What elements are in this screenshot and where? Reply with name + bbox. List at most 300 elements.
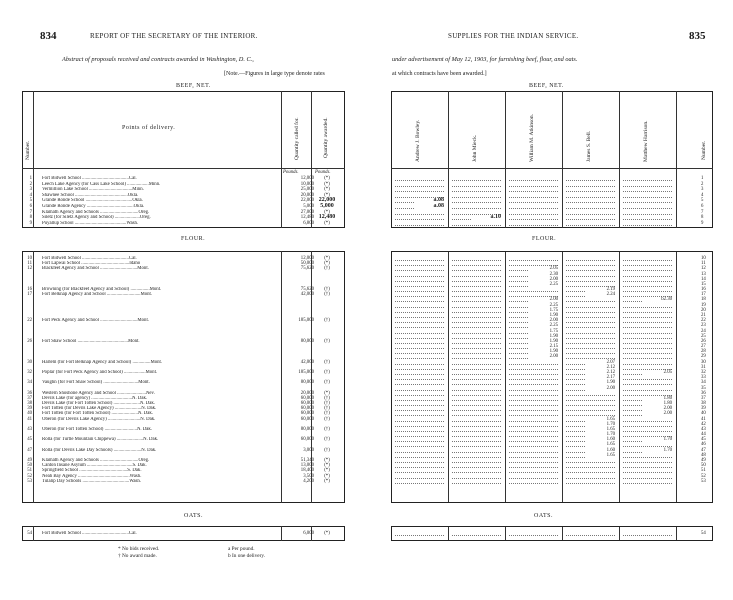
dot-leader bbox=[509, 421, 558, 422]
dot-leader bbox=[452, 405, 501, 406]
row-number-right: 42 bbox=[701, 421, 706, 427]
row-number: 49 bbox=[27, 458, 32, 464]
dot-leader bbox=[395, 301, 444, 302]
dot-leader bbox=[395, 390, 444, 391]
dot-leader bbox=[509, 415, 558, 416]
dot-leader bbox=[509, 478, 558, 479]
row-number-right: 51 bbox=[701, 468, 706, 474]
point-of-delivery: Klamath Agency and Schools ................................Oreg. bbox=[42, 458, 150, 464]
row-number-right: 45 bbox=[701, 437, 706, 443]
bid-rate: 1.90 bbox=[528, 313, 558, 318]
dot-leader bbox=[395, 472, 444, 473]
dot-leader bbox=[623, 379, 672, 380]
quantity-awarded: (*) bbox=[324, 187, 330, 193]
bid-rate: 1.90 bbox=[528, 334, 558, 339]
quantity-called: 3,000 bbox=[303, 447, 314, 453]
dot-leader bbox=[623, 327, 672, 328]
row-number-right: 23 bbox=[701, 323, 706, 329]
row-number: 2 bbox=[29, 181, 32, 187]
dot-leader bbox=[623, 343, 672, 344]
dot-leader bbox=[566, 265, 615, 266]
dot-leader bbox=[452, 317, 501, 318]
bid-rate: 1.65 bbox=[585, 442, 615, 447]
dot-leader bbox=[395, 348, 444, 349]
number-header-right: Number. bbox=[701, 140, 707, 160]
row-number-right: 35 bbox=[701, 385, 706, 391]
point-of-delivery: Fort Bidwell School .......................................Cal. bbox=[42, 531, 137, 536]
row-number-right: 21 bbox=[701, 312, 706, 318]
quantity-called: 60,000 bbox=[300, 395, 314, 401]
bid-rate: a.08 bbox=[414, 198, 444, 203]
dot-leader bbox=[509, 180, 558, 181]
row-number-right: 3 bbox=[701, 187, 704, 193]
bid-rate: 2.05 bbox=[642, 370, 672, 375]
quantity-called: 75,620 bbox=[300, 266, 314, 272]
dot-leader bbox=[452, 265, 501, 266]
dot-leader bbox=[509, 446, 558, 447]
quantity-called: 60,000 bbox=[300, 406, 314, 412]
flour-row bbox=[22, 437, 345, 442]
dot-leader bbox=[452, 260, 501, 261]
row-number: 30 bbox=[27, 359, 32, 365]
dot-leader bbox=[452, 202, 501, 203]
dot-leader bbox=[623, 322, 672, 323]
dot-leader bbox=[452, 186, 501, 187]
point-of-delivery: Western Shoshone Agency and School ........................Nev. bbox=[42, 390, 155, 396]
quantity-called: 50,000 bbox=[300, 261, 314, 267]
dot-leader bbox=[395, 535, 444, 536]
dot-leader bbox=[395, 225, 444, 226]
point-of-delivery: Leech Lake Agency (for Cass Lake School) ..................Minn. bbox=[42, 181, 161, 187]
quantity-awarded: (*) bbox=[324, 176, 330, 181]
dot-leader bbox=[623, 338, 672, 339]
dot-leader bbox=[395, 291, 444, 292]
quantity-called: 22,000 bbox=[300, 198, 314, 204]
row-number-right: 14 bbox=[701, 276, 706, 282]
flour-row bbox=[22, 318, 345, 323]
dot-leader bbox=[452, 348, 501, 349]
point-of-delivery: Blackfeet Agency and School ...............................Mont. bbox=[42, 266, 149, 272]
quantity-awarded: (*) bbox=[324, 261, 330, 267]
row-number: 16 bbox=[27, 287, 32, 293]
dot-leader bbox=[623, 358, 672, 359]
dot-leader bbox=[452, 467, 501, 468]
dot-leader bbox=[452, 276, 501, 277]
row-number: 9 bbox=[29, 220, 32, 226]
dot-leader bbox=[452, 208, 501, 209]
dot-leader bbox=[395, 353, 444, 354]
dot-leader bbox=[509, 202, 558, 203]
point-of-delivery: Grande Ronde Agency .......................................Okla. bbox=[42, 204, 145, 209]
bid-rate: a.08 bbox=[414, 204, 444, 209]
flour-label-left: FLOUR. bbox=[181, 236, 206, 242]
quantity-awarded: (†) bbox=[324, 359, 330, 365]
dot-leader bbox=[452, 301, 501, 302]
footnote-one-delivery: b In one delivery. bbox=[228, 553, 266, 559]
dot-leader bbox=[566, 208, 615, 209]
dot-leader bbox=[395, 457, 444, 458]
dot-leader bbox=[395, 421, 444, 422]
dot-leader bbox=[623, 291, 672, 292]
dot-leader bbox=[623, 180, 672, 181]
row-number: 38 bbox=[27, 401, 32, 407]
row-number-right: 44 bbox=[701, 432, 706, 438]
dot-leader bbox=[509, 225, 558, 226]
row-number-right: 22 bbox=[701, 318, 706, 324]
dot-leader bbox=[452, 296, 501, 297]
quantity-awarded: (†) bbox=[324, 411, 330, 417]
dot-leader bbox=[566, 410, 615, 411]
row-number-right: 43 bbox=[701, 426, 706, 432]
dot-leader bbox=[395, 483, 444, 484]
point-of-delivery: Fort Shaw School ..........................................Mont. bbox=[42, 338, 140, 344]
flour-row bbox=[22, 360, 345, 365]
row-number: 8 bbox=[29, 215, 32, 221]
quantity-awarded: 22,000 bbox=[318, 197, 336, 204]
dot-leader bbox=[395, 317, 444, 318]
dot-leader bbox=[509, 410, 558, 411]
row-number-right: 6 bbox=[701, 204, 704, 209]
point-of-delivery: Fort Bidwell School .......................................Cal. bbox=[42, 176, 137, 181]
quantity-awarded: (*) bbox=[324, 256, 330, 261]
bid-rate: 2.25 bbox=[528, 282, 558, 287]
dot-leader bbox=[452, 478, 501, 479]
dot-leader bbox=[395, 431, 444, 432]
quantity-awarded: (*) bbox=[324, 209, 330, 215]
point-of-delivery: Browning (for Blackfeet Agency and School) ................Mont. bbox=[42, 287, 162, 293]
row-number: 26 bbox=[27, 338, 32, 344]
point-of-delivery: Fort Totten (for Devils Lake Agency) ......................N. Dak. bbox=[42, 406, 157, 412]
bid-rate: 1.80 bbox=[642, 401, 672, 406]
quantity-called: 51,340 bbox=[300, 458, 314, 464]
dot-leader bbox=[623, 186, 672, 187]
quantity-called: 5,000 bbox=[303, 204, 314, 209]
dot-leader bbox=[509, 452, 558, 453]
dot-leader bbox=[623, 276, 672, 277]
quantity-called: 185,000 bbox=[298, 369, 314, 375]
quantity-called: 60,000 bbox=[300, 416, 314, 422]
dot-leader bbox=[395, 452, 444, 453]
dot-leader bbox=[395, 327, 444, 328]
row-number-right: 37 bbox=[701, 395, 706, 401]
oats-label-left: OATS. bbox=[184, 513, 204, 519]
bid-rate: 1.80 bbox=[642, 396, 672, 401]
row-number: 7 bbox=[29, 209, 32, 215]
row-number-right: 39 bbox=[701, 406, 706, 412]
dot-leader bbox=[452, 197, 501, 198]
dot-leader bbox=[566, 197, 615, 198]
row-number-right: 26 bbox=[701, 338, 706, 344]
row-number: 34 bbox=[27, 380, 32, 386]
bid-rate: 2.12 bbox=[585, 365, 615, 370]
bid-rate: b2.30 bbox=[642, 297, 672, 302]
dot-leader bbox=[395, 214, 444, 215]
dot-leader bbox=[395, 338, 444, 339]
quantity-awarded: 5,000 bbox=[320, 203, 334, 209]
bid-rate: 1.75 bbox=[528, 308, 558, 313]
point-of-delivery: Fort Lapwai School ........................................Idaho bbox=[42, 261, 141, 267]
dot-leader bbox=[395, 410, 444, 411]
row-number: 50 bbox=[27, 463, 32, 469]
bid-rate: 2.19 bbox=[585, 287, 615, 292]
row-number: 17 bbox=[27, 292, 32, 298]
row-number: 45 bbox=[27, 437, 32, 443]
dot-leader bbox=[623, 208, 672, 209]
dot-leader bbox=[509, 384, 558, 385]
column-rule bbox=[505, 91, 506, 228]
row-number-right: 47 bbox=[701, 447, 706, 453]
quantity-awarded: (†) bbox=[324, 292, 330, 298]
beef-label-left: BEEF, NET. bbox=[176, 83, 211, 89]
dot-leader bbox=[395, 364, 444, 365]
bid-rate: 1.70 bbox=[585, 432, 615, 437]
quantity-called: 20,000 bbox=[300, 390, 314, 396]
bid-rate: 1.65 bbox=[585, 453, 615, 458]
row-number-right: 15 bbox=[701, 281, 706, 287]
point-of-delivery: Neah Bay Agency ...........................................Wash. bbox=[42, 473, 142, 479]
row-number: 51 bbox=[27, 468, 32, 474]
bid-rate: 1.70 bbox=[585, 422, 615, 427]
bidder-name: James S. Bell. bbox=[586, 130, 592, 162]
beef-row bbox=[22, 176, 345, 181]
dot-leader bbox=[623, 384, 672, 385]
row-number-right: 20 bbox=[701, 307, 706, 313]
dot-leader bbox=[395, 322, 444, 323]
dot-leader bbox=[395, 333, 444, 334]
dot-leader bbox=[509, 426, 558, 427]
dot-leader bbox=[395, 281, 444, 282]
point-of-delivery: Vaughn (for Fort Shaw School) .............................Mont. bbox=[42, 380, 150, 386]
flour-row bbox=[22, 479, 345, 484]
row-number: 32 bbox=[27, 369, 32, 375]
dot-leader bbox=[452, 312, 501, 313]
row-number-right: 54 bbox=[701, 531, 706, 536]
beef-row bbox=[22, 182, 345, 187]
footnote-no-award: † No award made. bbox=[118, 553, 157, 559]
dot-leader bbox=[452, 457, 501, 458]
quantity-called: 60,000 bbox=[300, 437, 314, 443]
dot-leader bbox=[623, 348, 672, 349]
point-of-delivery: Grande Ronde School .......................................Okla. bbox=[42, 198, 143, 204]
dot-leader bbox=[623, 390, 672, 391]
dot-leader bbox=[566, 353, 615, 354]
subtitle-left: Abstract of proposals received and contracts awarded in Washington, D. C., bbox=[62, 56, 254, 63]
bid-rate: 1.60 bbox=[585, 448, 615, 453]
dot-leader bbox=[452, 291, 501, 292]
dot-leader bbox=[395, 436, 444, 437]
row-number: 41 bbox=[27, 416, 32, 422]
row-number-right: 5 bbox=[701, 198, 704, 204]
quantity-awarded: (*) bbox=[324, 478, 330, 484]
units-quantity: Pounds. bbox=[283, 170, 299, 175]
dot-leader bbox=[623, 421, 672, 422]
dot-leader bbox=[509, 395, 558, 396]
dot-leader bbox=[395, 191, 444, 192]
dot-leader bbox=[623, 317, 672, 318]
point-of-delivery: Oberon (for Devils Lake Agency) ...........................N. Dak. bbox=[42, 416, 156, 422]
footnote-per-pound: a Per pound. bbox=[228, 546, 255, 552]
dot-leader bbox=[623, 467, 672, 468]
dot-leader bbox=[395, 358, 444, 359]
column-header-awarded: Quantity awarded. bbox=[323, 117, 329, 158]
dot-leader bbox=[566, 281, 615, 282]
dot-leader bbox=[623, 265, 672, 266]
dot-leader bbox=[395, 400, 444, 401]
dot-leader bbox=[566, 260, 615, 261]
quantity-called: 10,000 bbox=[300, 181, 314, 187]
footnote-no-bids: * No bids received. bbox=[118, 546, 160, 552]
dot-leader bbox=[395, 186, 444, 187]
quantity-called: 12,000 bbox=[300, 256, 314, 261]
quantity-called: 6,800 bbox=[303, 220, 314, 226]
dot-leader bbox=[566, 472, 615, 473]
dot-leader bbox=[566, 467, 615, 468]
dot-leader bbox=[452, 462, 501, 463]
dot-leader bbox=[509, 260, 558, 261]
beef-row bbox=[22, 193, 345, 198]
dot-leader bbox=[452, 322, 501, 323]
dot-leader bbox=[623, 307, 672, 308]
row-number-right: 41 bbox=[701, 416, 706, 422]
row-number-right: 17 bbox=[701, 292, 706, 298]
dot-leader bbox=[452, 369, 501, 370]
quantity-awarded: (*) bbox=[324, 181, 330, 187]
point-of-delivery: Fort Peck Agency and School ...............................Mont. bbox=[42, 318, 149, 324]
point-of-delivery: Tulalip Day Schools .......................................Wash. bbox=[42, 478, 141, 484]
dot-leader bbox=[509, 405, 558, 406]
dot-leader bbox=[566, 338, 615, 339]
quantity-called: 3,500 bbox=[303, 473, 314, 479]
quantity-awarded: (†) bbox=[324, 369, 330, 375]
row-number-right: 52 bbox=[701, 473, 706, 479]
row-number: 22 bbox=[27, 318, 32, 324]
dot-leader bbox=[395, 276, 444, 277]
dot-leader bbox=[509, 483, 558, 484]
point-of-delivery: Devils Lake (for agency) ..................................N. Dak. bbox=[42, 395, 148, 401]
row-number-right: 31 bbox=[701, 364, 706, 370]
dot-leader bbox=[395, 312, 444, 313]
quantity-called: 12,000 bbox=[300, 176, 314, 181]
point-of-delivery: Fort Totten (for Fort Totten School) ......................N. Dak. bbox=[42, 411, 153, 417]
quantity-called: 80,000 bbox=[300, 380, 314, 386]
dot-leader bbox=[509, 436, 558, 437]
dot-leader bbox=[623, 312, 672, 313]
bid-rate: 2.12 bbox=[585, 370, 615, 375]
dot-leader bbox=[566, 478, 615, 479]
dot-leader bbox=[395, 384, 444, 385]
dot-leader bbox=[509, 390, 558, 391]
bid-rate: a.10 bbox=[471, 215, 501, 220]
quantity-called: 185,000 bbox=[298, 318, 314, 324]
dot-leader bbox=[452, 483, 501, 484]
bidder-name: William M. Atkinson. bbox=[529, 113, 535, 162]
row-number-right: 9 bbox=[701, 220, 704, 226]
quantity-awarded: (†) bbox=[324, 318, 330, 324]
dot-leader bbox=[566, 327, 615, 328]
dot-leader bbox=[395, 219, 444, 220]
dot-leader bbox=[395, 415, 444, 416]
row-number-right: 32 bbox=[701, 369, 706, 375]
beef-label-right: BEEF, NET. bbox=[529, 83, 564, 89]
note-right: at which contracts have been awarded.] bbox=[392, 71, 487, 77]
quantity-awarded: (*) bbox=[324, 192, 330, 198]
flour-row bbox=[22, 448, 345, 453]
row-number-right: 24 bbox=[701, 328, 706, 334]
row-number-right: 46 bbox=[701, 442, 706, 448]
quantity-awarded: (†) bbox=[324, 266, 330, 272]
running-head-right: SUPPLIES FOR THE INDIAN SERVICE. bbox=[448, 32, 579, 40]
point-of-delivery: Oberon (for Fort Totten School) ...........................N. Dak. bbox=[42, 426, 153, 432]
dot-leader bbox=[566, 225, 615, 226]
beef-row bbox=[22, 187, 345, 192]
bid-rate: 2.00 bbox=[528, 297, 558, 302]
dot-leader bbox=[452, 338, 501, 339]
dot-leader bbox=[566, 180, 615, 181]
row-number: 37 bbox=[27, 395, 32, 401]
flour-row bbox=[22, 339, 345, 344]
row-number-right: 4 bbox=[701, 192, 704, 198]
bid-rate: 2.00 bbox=[528, 277, 558, 282]
dot-leader bbox=[395, 270, 444, 271]
point-of-delivery: Siletz (for Siletz Agency and School) .....................Oreg. bbox=[42, 215, 151, 221]
dot-leader bbox=[452, 410, 501, 411]
dot-leader bbox=[566, 483, 615, 484]
row-number-right: 25 bbox=[701, 333, 706, 339]
point-of-delivery: Puyallup School ...........................................Wash. bbox=[42, 220, 139, 226]
dot-leader bbox=[395, 343, 444, 344]
dot-leader bbox=[395, 296, 444, 297]
row-number: 53 bbox=[27, 478, 32, 484]
row-number-right: 18 bbox=[701, 297, 706, 303]
row-number-right: 11 bbox=[701, 261, 706, 267]
row-number: 39 bbox=[27, 406, 32, 412]
flour-row bbox=[22, 292, 345, 297]
dot-leader bbox=[452, 395, 501, 396]
beef-row bbox=[22, 221, 345, 226]
row-number-right: 40 bbox=[701, 411, 706, 417]
column-header-quantity: Quantity called for. bbox=[294, 117, 300, 160]
point-of-delivery: Shawnee School ............................................Okla. bbox=[42, 192, 139, 198]
dot-leader bbox=[395, 405, 444, 406]
quantity-awarded: (†) bbox=[324, 447, 330, 453]
point-of-delivery: Rolla (for Devils Lake Day Schools) .......................N. Dak. bbox=[42, 447, 157, 453]
dot-leader bbox=[509, 379, 558, 380]
point-of-delivery: Springfield School ........................................S. Dak. bbox=[42, 468, 142, 474]
bid-rate: 1.60 bbox=[585, 437, 615, 442]
row-number-right: 7 bbox=[701, 209, 704, 215]
row-number: 6 bbox=[29, 204, 32, 209]
dot-leader bbox=[623, 202, 672, 203]
bid-rate: 1.90 bbox=[585, 380, 615, 385]
dot-leader bbox=[509, 369, 558, 370]
quantity-called: 60,000 bbox=[300, 401, 314, 407]
bid-rate: 2.00 bbox=[528, 354, 558, 359]
subtitle-right: under advertisement of May 12, 1903, for furnishing beef, flour, and oats. bbox=[392, 56, 578, 63]
quantity-awarded: (†) bbox=[324, 287, 330, 293]
dot-leader bbox=[623, 483, 672, 484]
dot-leader bbox=[623, 478, 672, 479]
flour-row bbox=[22, 380, 345, 385]
left-page bbox=[0, 0, 366, 600]
bid-rate: 2.25 bbox=[528, 323, 558, 328]
dot-leader bbox=[566, 219, 615, 220]
quantity-awarded: 12,480 bbox=[318, 214, 336, 221]
quantity-called: 13,000 bbox=[300, 463, 314, 469]
dot-leader bbox=[452, 390, 501, 391]
quantity-called: 42,000 bbox=[300, 292, 314, 298]
dot-leader bbox=[566, 301, 615, 302]
dot-leader bbox=[566, 333, 615, 334]
